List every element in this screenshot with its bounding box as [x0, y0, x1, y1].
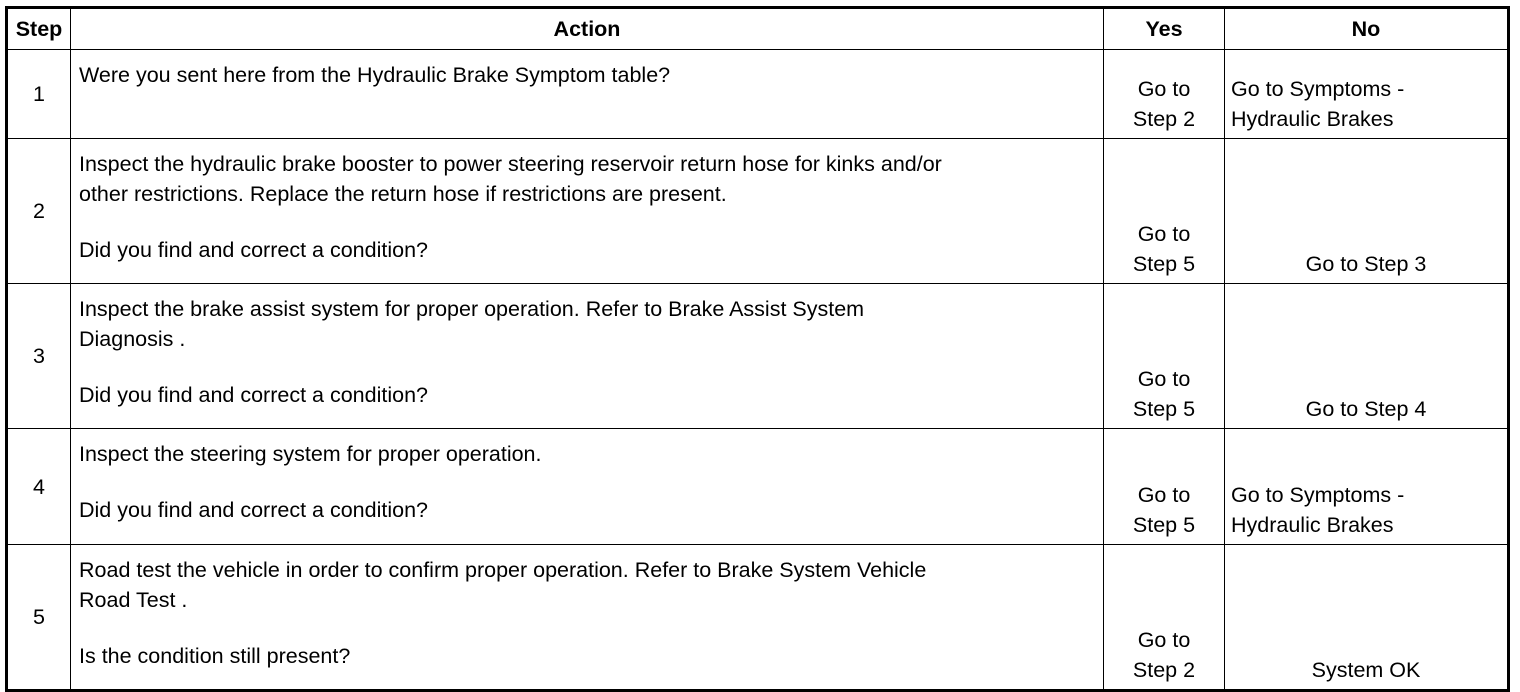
no-cell — [1225, 284, 1509, 429]
table-row — [7, 429, 1509, 545]
header-row — [7, 8, 1509, 50]
table-row — [7, 139, 1509, 284]
yes-cell — [1104, 139, 1225, 284]
yes-text: Go to — [1137, 77, 1191, 101]
yes-text: Step 5 — [1132, 397, 1196, 421]
header-action: Action — [71, 8, 1104, 50]
header-step: Step — [7, 8, 71, 50]
diagnostic-table — [5, 6, 1510, 692]
no-text: Hydraulic Brakes — [1231, 107, 1394, 131]
action-text: Were you sent here from the Hydraulic Brake Symptom table? — [79, 63, 671, 87]
action-text: Road Test . — [79, 588, 188, 612]
step-number: 4 — [7, 429, 71, 545]
yes-text: Step 2 — [1132, 107, 1196, 131]
table-row — [7, 545, 1509, 691]
table-row — [7, 50, 1509, 139]
yes-cell — [1104, 50, 1225, 139]
yes-text: Step 2 — [1132, 658, 1196, 682]
step-number: 5 — [7, 545, 71, 691]
no-text: Hydraulic Brakes — [1231, 513, 1394, 537]
step-number: 2 — [7, 139, 71, 284]
table-row — [7, 284, 1509, 429]
action-text: Diagnosis . — [79, 327, 186, 351]
no-cell — [1225, 545, 1509, 691]
action-cell — [71, 139, 1104, 284]
action-cell — [71, 284, 1104, 429]
action-text: Road test the vehicle in order to confirm proper operation. Refer to Brake System Vehicle — [79, 558, 927, 582]
action-text: Inspect the brake assist system for proper operation. Refer to Brake Assist System — [79, 297, 865, 321]
no-text: System OK — [1311, 658, 1421, 682]
yes-text: Step 5 — [1132, 252, 1196, 276]
action-cell — [71, 429, 1104, 545]
action-cell — [71, 545, 1104, 691]
header-no: No — [1225, 8, 1509, 50]
action-question: Did you find and correct a condition? — [79, 383, 428, 407]
yes-text: Go to — [1137, 222, 1191, 246]
no-cell — [1225, 50, 1509, 139]
step-number: 1 — [7, 50, 71, 139]
action-question: Is the condition still present? — [79, 644, 351, 668]
header-yes: Yes — [1104, 8, 1225, 50]
yes-text: Go to — [1137, 367, 1191, 391]
yes-cell — [1104, 429, 1225, 545]
yes-text: Go to — [1137, 628, 1191, 652]
yes-text: Go to — [1137, 483, 1191, 507]
action-cell — [71, 50, 1104, 139]
step-number: 3 — [7, 284, 71, 429]
yes-cell — [1104, 284, 1225, 429]
no-text: Go to Symptoms - — [1231, 77, 1405, 101]
no-cell — [1225, 139, 1509, 284]
no-text: Go to Step 3 — [1305, 252, 1427, 276]
no-cell — [1225, 429, 1509, 545]
action-question: Did you find and correct a condition? — [79, 498, 428, 522]
action-question: Did you find and correct a condition? — [79, 238, 428, 262]
yes-text: Step 5 — [1132, 513, 1196, 537]
action-text: Inspect the steering system for proper operation. — [79, 442, 542, 466]
action-text: other restrictions. Replace the return hose if restrictions are present. — [79, 182, 727, 206]
action-text: Inspect the hydraulic brake booster to power steering reservoir return hose for kinks and/or — [79, 152, 942, 176]
no-text: Go to Symptoms - — [1231, 483, 1405, 507]
yes-cell — [1104, 545, 1225, 691]
no-text: Go to Step 4 — [1305, 397, 1427, 421]
